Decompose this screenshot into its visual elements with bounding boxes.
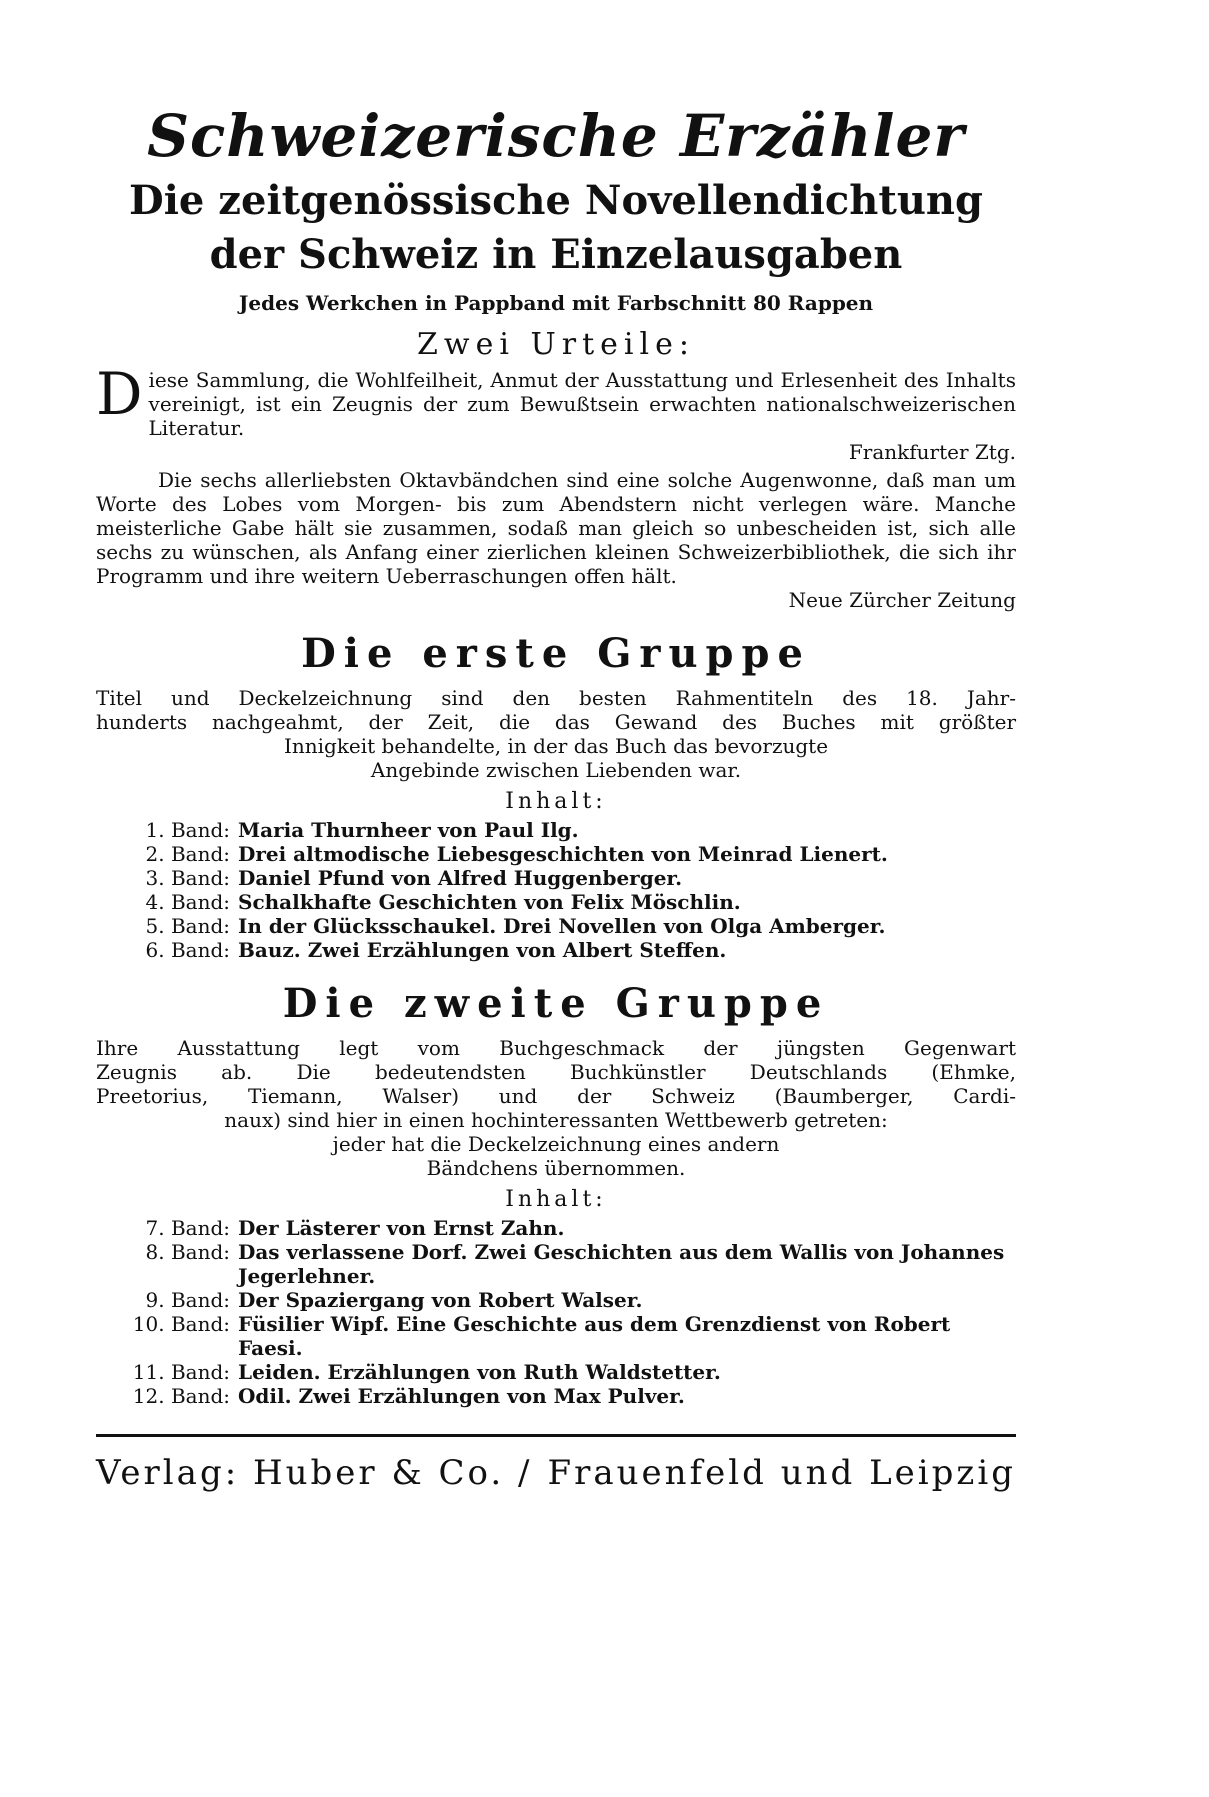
dropcap: D [96,360,143,428]
volume-number: 2. Band: [145,842,230,866]
review-frankfurter-text: iese Sammlung, die Wohlfeilheit, Anmut der Ausstattung und Erlesenheit des Inhalts vereinigt, ist ein Zeugnis der zum Bewußtsein erwachten nationalschweizerischen Literatur. [148,368,1016,440]
review-nzz [96,468,1016,612]
volume-number: 6. Band: [145,938,230,962]
volume-number: 5. Band: [145,914,230,938]
group-1-desc-line: Titel und Deckelzeichnung sind den besten Rahmentiteln des 18. Jahr- [96,686,1016,710]
review-nzz-source: Neue Zürcher Zeitung [788,588,1016,612]
group-2-desc-line: jeder hat die Deckelzeichnung eines andern [332,1132,780,1156]
review-frankfurter [96,360,1016,464]
publisher-name: Verlag: Huber & Co. / [96,1453,533,1493]
group-2-desc-line: Preetorius, Tiemann, Walser) und der Schweiz (Baumberger, Cardi- [96,1084,1016,1108]
volume-number: 1. Band: [145,818,230,842]
volume-title: Odil. Zwei Erzählungen von Max Pulver. [238,1384,685,1408]
volume-title: Drei altmodische Liebesgeschichten von Meinrad Lienert. [238,842,888,866]
volume-title: Das verlassene Dorf. Zwei Geschichten aus dem Wallis von Johannes Jegerlehner. [238,1240,1005,1288]
volume-title: Maria Thurnheer von Paul Ilg. [238,818,579,842]
volume-item [96,866,1016,890]
group-2-description [96,1036,1016,1180]
group-2-desc-line: Bändchens übernommen. [426,1156,686,1180]
reviews-heading: Zwei Urteile: [417,327,695,362]
group-1-desc-line: Innigkeit behandelte, in der das Buch das bevorzugte [283,734,829,758]
volume-item [96,842,1016,866]
volume-item [96,818,1016,842]
volume-item [96,1360,1016,1384]
group-2-desc-line: naux) sind hier in einen hochinteressanten Wettbewerb getreten: [224,1108,888,1132]
volume-title: Füsilier Wipf. Eine Geschichte aus dem Grenzdienst von Robert Faesi. [238,1312,951,1360]
volume-number: 9. Band: [145,1288,230,1312]
advertisement-page [96,100,1016,1760]
group-1-desc-line: hunderts nachgeahmt, der Zeit, die das Gewand des Buches mit größter [96,710,1016,734]
volume-title: In der Glücksschaukel. Drei Novellen von Olga Amberger. [238,914,886,938]
volume-number: 11. Band: [132,1360,230,1384]
group-1-volume-list [96,818,1016,962]
volume-title: Bauz. Zwei Erzählungen von Albert Steffen. [238,938,727,962]
group-1-desc-line: Angebinde zwischen Liebenden war. [370,758,742,782]
series-title: Schweizerische Erzähler [147,102,965,170]
group-1-description [96,686,1016,782]
volume-number: 4. Band: [145,890,230,914]
publisher-place: Frauenfeld und Leipzig [547,1453,1016,1493]
volume-title: Leiden. Erzählungen von Ruth Waldstetter. [238,1360,721,1384]
volume-item [96,1312,1016,1360]
group-2-desc-line: Ihre Ausstattung legt vom Buchgeschmack der jüngsten Gegenwart [96,1036,1016,1060]
publisher-line [96,1451,1016,1495]
volume-number: 10. Band: [132,1312,230,1336]
volume-number: 8. Band: [145,1240,230,1264]
volume-item [96,914,1016,938]
volume-number: 7. Band: [145,1216,230,1240]
volume-item [96,938,1016,962]
group-1-contents-label: Inhalt: [505,789,607,814]
review-nzz-text: Die sechs allerliebsten Oktavbändchen sind eine solche Augenwonne, daß man um Worte des Lobes vom Morgen- bis zum Abendstern nicht verlegen wäre. Manche meisterliche Gabe hält sie zusammen, sodaß man gleich so unbescheiden ist, sich alle sechs zu wünschen, als Anfang einer zierlichen kleinen Schweizerbibliothek, die sich ihr Programm und ihre weitern Ueberraschungen offen hält. [96,468,1016,588]
group-2-heading: Die zweite Gruppe [282,980,830,1027]
volume-number: 3. Band: [145,866,230,890]
volume-title: Der Lästerer von Ernst Zahn. [238,1216,565,1240]
volume-item [96,890,1016,914]
group-2-desc-line: Zeugnis ab. Die bedeutendsten Buchkünstler Deutschlands (Ehmke, [96,1060,1016,1084]
volume-item [96,1288,1016,1312]
footer-divider [96,1434,1016,1437]
group-2-contents-label: Inhalt: [505,1187,607,1212]
group-1-heading: Die erste Gruppe [301,630,811,677]
volume-number: 12. Band: [132,1384,230,1408]
volume-title: Der Spaziergang von Robert Walser. [238,1288,643,1312]
volume-item [96,1384,1016,1408]
volume-item [96,1240,1016,1288]
volume-title: Daniel Pfund von Alfred Huggenberger. [238,866,683,890]
review-frankfurter-source: Frankfurter Ztg. [848,440,1016,464]
price-note: Jedes Werkchen in Pappband mit Farbschnitt 80 Rappen [238,291,874,315]
volume-title: Schalkhafte Geschichten von Felix Möschlin. [238,890,741,914]
subtitle-line-2: der Schweiz in Einzelausgaben [209,231,903,278]
group-2-volume-list [96,1216,1016,1408]
volume-item [96,1216,1016,1240]
subtitle-line-1: Die zeitgenössische Novellendichtung [129,177,983,224]
